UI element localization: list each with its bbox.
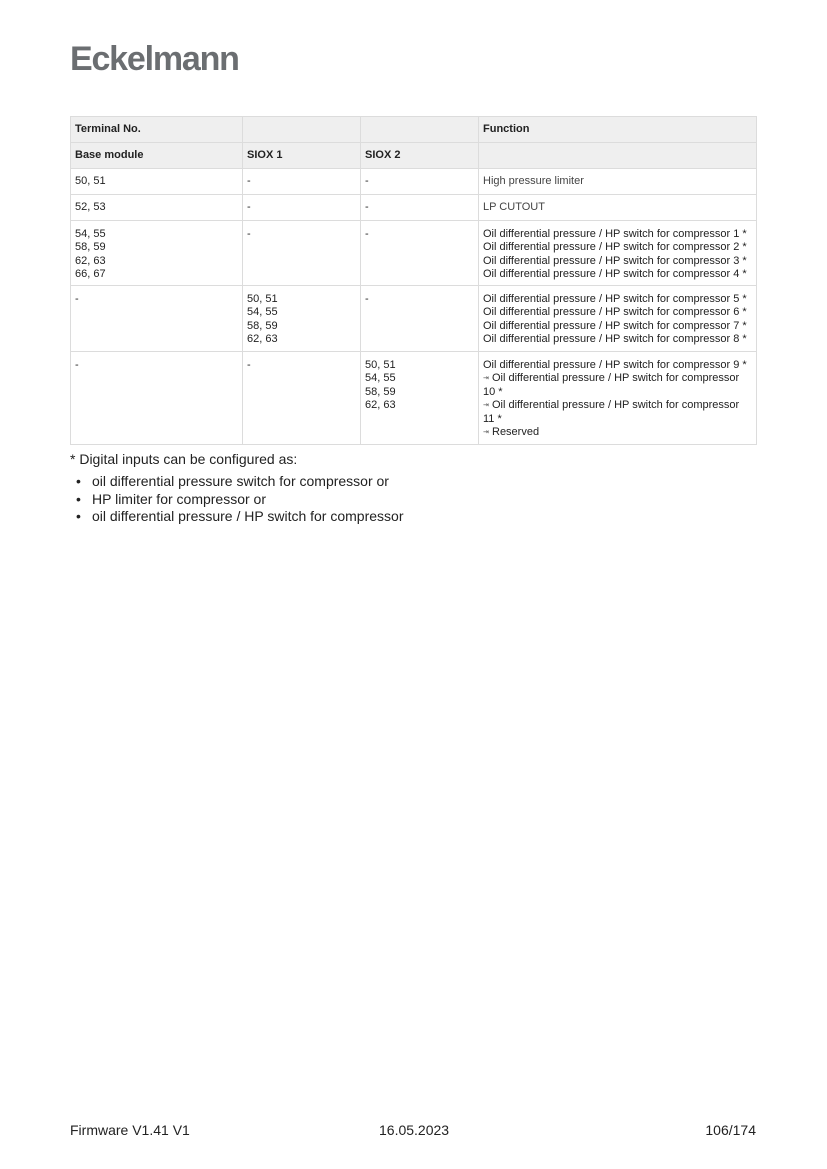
terminal-pair: 62, 63	[365, 399, 396, 412]
header-cell: Base module	[71, 143, 243, 169]
function-cell	[479, 352, 757, 445]
siox1-cell: -	[243, 352, 361, 445]
function-cell: LP CUTOUT	[479, 195, 757, 221]
terminal-pair: 50, 51	[365, 359, 396, 371]
siox2-cell: -	[361, 195, 479, 221]
header-cell: SIOX 1	[243, 143, 361, 169]
terminal-pair: 58, 59	[247, 319, 278, 332]
function-line	[483, 426, 752, 439]
footnote-intro: * Digital inputs can be configured as:	[70, 451, 298, 467]
siox1-cell: -	[243, 169, 361, 195]
terminal-pair: 58, 59	[365, 385, 396, 398]
footer-firmware: Firmware V1.41 V1	[70, 1122, 190, 1138]
header-cell	[243, 117, 361, 143]
function-cell	[479, 221, 757, 286]
base-module-cell: -	[71, 286, 243, 352]
function-line	[483, 399, 752, 426]
terminal-pair: 54, 55	[75, 228, 106, 240]
base-module-cell: 52, 53	[71, 195, 243, 221]
siox2-cell: -	[361, 221, 479, 286]
list-item: • HP limiter for compressor or	[76, 491, 404, 509]
terminal-pair: 62, 63	[75, 254, 106, 267]
function-line: Oil differential pressure / HP switch for compressor 7 *	[483, 319, 747, 332]
function-line: Oil differential pressure / HP switch for compressor 2 *	[483, 241, 747, 254]
function-line: Oil differential pressure / HP switch for compressor 4 *	[483, 268, 747, 281]
function-line: Oil differential pressure / HP switch for compressor 9 *	[483, 359, 747, 371]
function-line: Oil differential pressure / HP switch for compressor 5 *	[483, 293, 747, 305]
tab-marker-icon: ⇥	[483, 402, 489, 410]
terminal-pair: 62, 63	[247, 333, 278, 346]
base-module-cell: -	[71, 352, 243, 445]
footer-page-number: 106/174	[705, 1122, 756, 1138]
config-options-list	[76, 473, 404, 526]
function-line	[483, 372, 752, 399]
terminal-table	[70, 116, 757, 445]
header-cell: Function	[479, 117, 757, 143]
function-line-text: Reserved	[492, 426, 540, 439]
function-cell	[479, 286, 757, 352]
function-cell: High pressure limiter	[479, 169, 757, 195]
footer-date: 16.05.2023	[379, 1122, 450, 1138]
base-module-cell: 50, 51	[71, 169, 243, 195]
header-cell	[361, 117, 479, 143]
eckelmann-logo: Eckelmann	[70, 40, 239, 78]
header-cell: SIOX 2	[361, 143, 479, 169]
function-line: Oil differential pressure / HP switch for compressor 3 *	[483, 254, 747, 267]
terminal-pair: 54, 55	[365, 372, 396, 385]
list-item: • oil differential pressure switch for compressor or	[76, 473, 404, 491]
siox2-cell: -	[361, 286, 479, 352]
table-row	[71, 169, 757, 195]
base-module-cell	[71, 221, 243, 286]
function-line: Oil differential pressure / HP switch for compressor 6 *	[483, 306, 747, 319]
table-row	[71, 286, 757, 352]
function-line: Oil differential pressure / HP switch for compressor 1 *	[483, 228, 747, 240]
siox1-cell: -	[243, 195, 361, 221]
header-cell	[479, 143, 757, 169]
table-row	[71, 221, 757, 286]
siox1-cell: -	[243, 221, 361, 286]
terminal-pair: 66, 67	[75, 268, 106, 281]
table-header-row	[71, 117, 757, 143]
tab-marker-icon: ⇥	[483, 375, 489, 383]
siox2-cell: -	[361, 169, 479, 195]
list-item: • oil differential pressure / HP switch for compressor	[76, 508, 404, 526]
function-line-text: Oil differential pressure / HP switch for compressor 11 *	[483, 399, 740, 425]
header-cell: Terminal No.	[71, 117, 243, 143]
function-line-text: Oil differential pressure / HP switch for compressor 10 *	[483, 372, 740, 398]
siox1-cell	[243, 286, 361, 352]
terminal-pair: 54, 55	[247, 306, 278, 319]
function-line: Oil differential pressure / HP switch for compressor 8 *	[483, 333, 747, 346]
siox2-cell	[361, 352, 479, 445]
terminal-pair: 58, 59	[75, 241, 106, 254]
terminal-pair: 50, 51	[247, 293, 278, 305]
table-row	[71, 352, 757, 445]
table-header-row	[71, 143, 757, 169]
table-row	[71, 195, 757, 221]
tab-marker-icon: ⇥	[483, 429, 489, 437]
